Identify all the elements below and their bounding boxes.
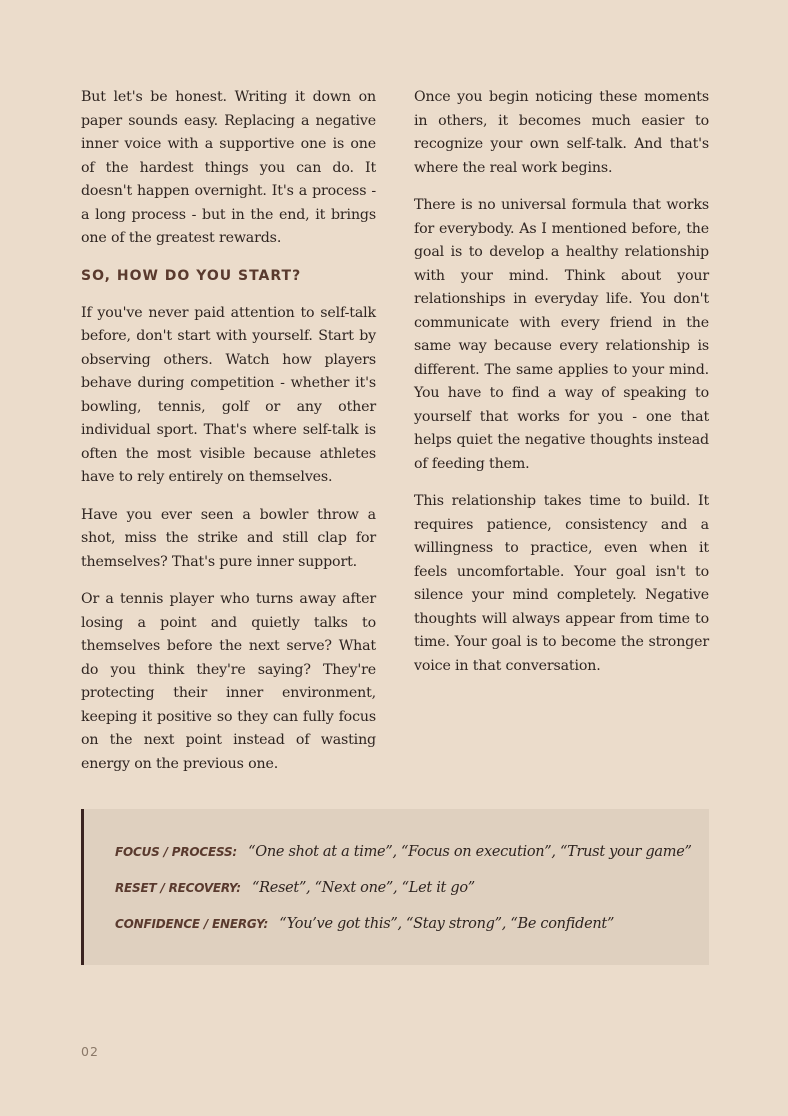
quote-row-reset	[115, 875, 709, 911]
section-heading: SO, HOW DO YOU START?	[81, 267, 302, 284]
page-number: 02	[81, 1044, 99, 1059]
left-column	[81, 86, 376, 790]
quote-label: CONFIDENCE / ENERGY:	[115, 917, 269, 931]
quote-label: RESET / RECOVERY:	[115, 881, 241, 895]
self-talk-phrases-box	[81, 809, 709, 965]
quote-text: “You’ve got this”, “Stay strong”, “Be confident”	[279, 916, 615, 932]
quote-label: FOCUS / PROCESS:	[115, 845, 238, 859]
paragraph: This relationship takes time to build. It requires patience, consistency and a willingness to practice, even when it feels uncomfortable. Your goal isn't to silence your mind completely. Negative thoughts will always appear from time to time. Your goal is to become the stronger voice in that conversation.	[414, 493, 709, 674]
paragraph: Or a tennis player who turns away after losing a point and quietly talks to themselves before the next serve? What do you think they're saying? They're protecting their inner environment, keeping it positive so they can fully focus on the next point instead of wasting energy on the previous one.	[81, 591, 376, 772]
paragraph: There is no universal formula that works for everybody. As I mentioned before, the goal is to develop a healthy relationship with your mind. Think about your relationships in everyday life. You don't communicate with every friend in the same way because every relationship is different. The same applies to your mind. You have to find a way of speaking to yourself that works for you - one that helps quiet the negative thoughts instead of feeding them.	[414, 197, 709, 472]
quote-text: “One shot at a time”, “Focus on execution”, “Trust your game”	[248, 844, 692, 860]
paragraph: If you've never paid attention to self-talk before, don't start with yourself. Start by observing others. Watch how players behave during competition - whether it's bowling, tennis, golf or any other individual sport. That's where self-talk is often the most visible because athletes have to rely entirely on themselves.	[81, 304, 376, 485]
quote-row-focus	[115, 839, 709, 875]
paragraph: Have you ever seen a bowler throw a shot, miss the strike and still clap for themselves? That's pure inner support.	[81, 506, 376, 570]
paragraph: Once you begin noticing these moments in others, it becomes much easier to recognize your own self-talk. And that's where the real work begins.	[414, 89, 709, 176]
quote-row-confidence	[115, 911, 709, 947]
paragraph: But let's be honest. Writing it down on paper sounds easy. Replacing a negative inner voice with a supportive one is one of the hardest things you can do. It doesn't happen overnight. It's a process - a long process - but in the end, it brings one of the greatest rewards.	[81, 89, 376, 246]
quote-text: “Reset”, “Next one”, “Let it go”	[251, 880, 475, 896]
right-column	[414, 86, 709, 692]
